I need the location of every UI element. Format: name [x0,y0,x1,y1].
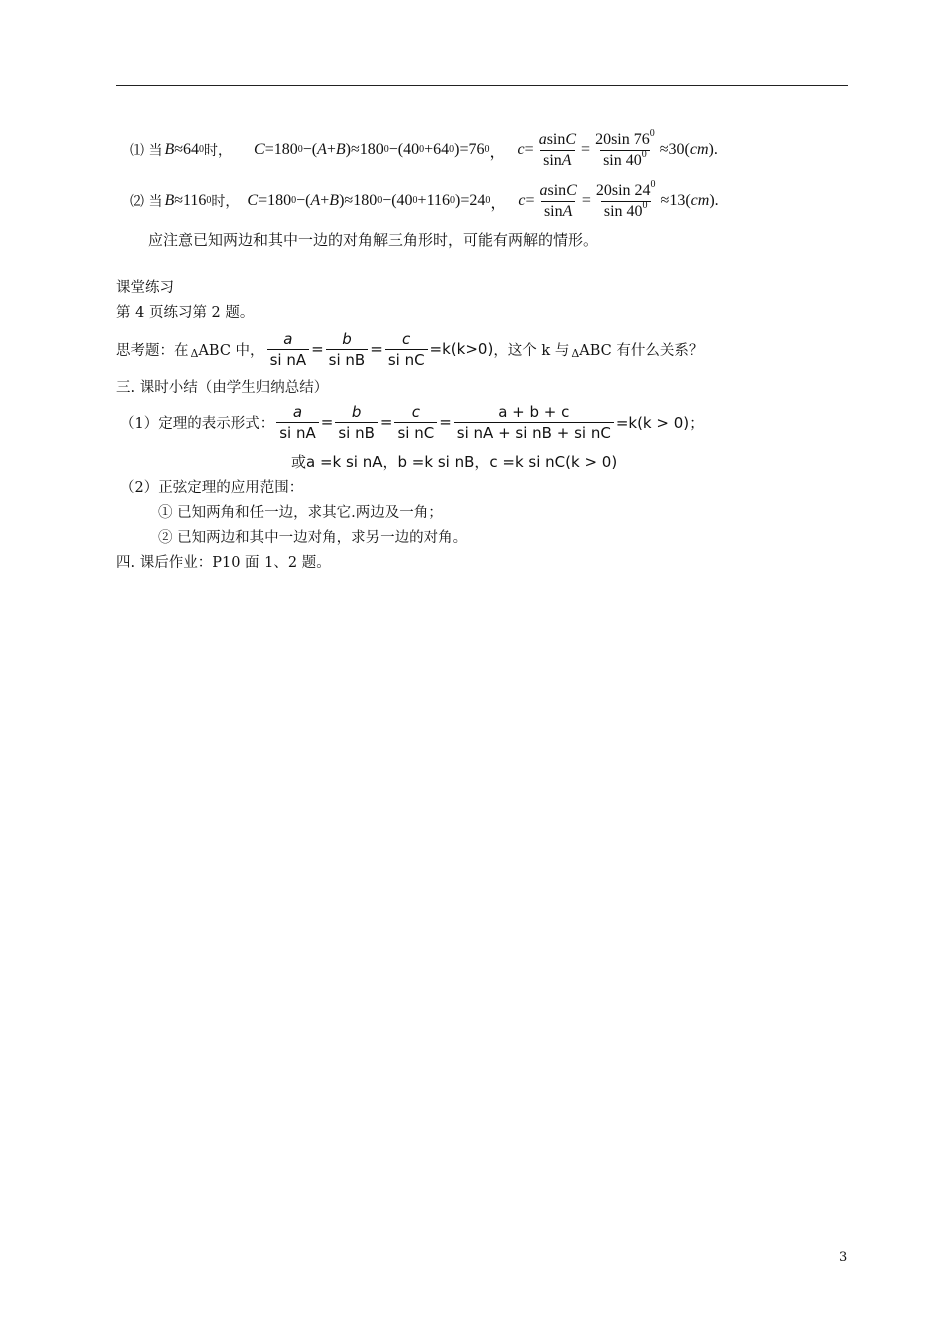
fraction-c-sinC [394,403,437,442]
degree: 0 [649,127,655,139]
var-c: c [402,329,411,348]
think-suffix: ，这个 k 与 [493,342,570,359]
shi-text: 时， [211,194,240,210]
summary-heading: 三. 课时小结（由学生归纳总结） [116,380,329,396]
theorem-form [120,400,704,444]
sin: sin [547,181,567,199]
sum-numerator: a + b + c [498,402,570,421]
page-number: 3 [839,1250,848,1265]
sinC: si nC [394,422,437,442]
unit: cm [690,192,710,209]
end: ). [709,192,719,209]
sinC: si nC [385,349,428,369]
sinB: si nB [326,349,369,369]
var-a: a [283,329,293,348]
equals: = [581,141,591,158]
denominator: sin 40 [603,202,643,220]
fraction-b-sinB [335,403,378,442]
equals: = [439,413,452,431]
sum-denominator: si nA + si nB + si nC [454,422,614,442]
sin: sin [546,130,566,148]
practice-text: 第 4 页练习第 2 题。 [116,305,255,321]
expr: )=76 [454,141,485,158]
note-text: 应注意已知两边和其中一边的对角解三角形时，可能有两解的情形。 [148,231,599,249]
expr: +64 [424,141,450,158]
sinB: si nB [335,422,378,442]
var-C: C [565,130,577,148]
var-a: a [538,130,547,148]
k-expression: =k(k>0) [429,340,494,358]
var-B: B [164,192,175,209]
var-B: B [164,141,175,158]
case-2-label: ⑵ 当 [130,194,163,210]
var-c: c [411,402,420,421]
delta-symbol: Δ [190,346,199,360]
degree: 0 [641,148,647,160]
application-item-1: ① 已知两角和任一边，求其它.两边及一角； [158,505,443,521]
expr: −(40 [388,141,420,158]
unit: cm [689,141,709,158]
think-abc: ABC 中， [198,342,265,359]
var-A: A [317,141,327,158]
var-c: c [518,192,526,209]
cond-value: ≈116 [174,192,207,209]
header-rule [116,85,848,86]
theorem-label: （1）定理的表示形式： [120,415,275,432]
comma: ， [489,143,506,161]
end: ). [708,141,718,158]
var-B: B [335,141,346,158]
k-expression: =k(k > 0)； [615,413,705,432]
sin: sin [543,151,562,169]
fraction-sum [454,403,614,442]
sinA: si nA [267,349,310,369]
expr: )=24 [454,192,486,209]
var-C: C [254,141,265,158]
fraction-a-sinA [267,330,310,369]
application-item-2: ② 已知两边和其中一边对角，求另一边的对角。 [158,530,468,546]
homework: 四. 课后作业：P10 面 1、2 题。 [116,555,331,571]
var-a: a [539,181,548,199]
var-A: A [562,202,573,220]
denominator: sin 40 [603,151,642,169]
equals: = [370,340,383,358]
think-question [116,327,703,371]
cond-value: ≈64 [174,141,200,158]
think-prefix: 思考题：在 [116,342,189,359]
var-b: b [342,329,352,348]
expr: =180 [258,192,292,209]
comma: ， [490,194,507,212]
var-A: A [561,151,572,169]
case-1-label: ⑴ 当 [130,143,163,159]
expr: )≈180 [345,141,384,158]
var-c: c [517,141,525,158]
shi-text: 时， [204,143,233,159]
fraction-a-sinA [276,403,319,442]
fraction-asinC-sinA [537,182,580,221]
think-suffix-2: ABC 有什么关系？ [579,342,704,359]
var-a: a [292,402,303,421]
expr: +116 [417,192,450,209]
equals: = [379,413,393,431]
fraction-c-sinC [385,330,428,369]
expr: −( [296,192,311,209]
expr: )≈180 [339,192,378,209]
numerator: 20sin 76 [595,130,650,148]
degree: 0 [650,178,656,190]
delta-symbol: Δ [571,346,580,360]
equals: = [524,141,534,158]
var-B: B [329,192,340,209]
theorem-alt-form: 或a =k si nA，b =k si nB，c =k si nC(k > 0) [291,453,618,471]
fraction-b-sinB [326,330,369,369]
case-1-equation: ⑴ 当 B ≈64 0 时， C =180 0 −( A + B )≈180 0 −(40 0 +64 0 )=76 0 ， c = $\frac{asinC}{\sin A}$ = $\frac{20\sin 76^0}{\sin 40^0}$ ≈30( cm ). [130,127,718,169]
var-C: C [247,192,259,209]
fraction-numeric [593,178,659,221]
plus: + [320,192,330,209]
sinA: si nA [276,422,319,442]
fraction-asinC-sinA [536,131,579,170]
plus: + [326,141,336,158]
result: ≈13( [660,192,691,209]
sin: sin [543,202,563,220]
case-2-equation: ⑵ 当 B ≈116 0 时， C =180 0 −( A + B )≈180 0 −(40 0 +116 0 )=24 0 ， c = $\frac{asinC}{\sin A}$ = $\frac{20\sin 24^0}{\sin 40^0}$ ≈13( cm ). [130,178,719,220]
var-b: b [351,402,362,421]
equals: = [311,340,324,358]
equals: = [581,192,591,209]
expr: −( [302,141,318,158]
result: ≈30( [659,141,690,158]
var-A: A [310,192,321,209]
numerator: 20sin 24 [595,181,651,199]
application-heading: （2）正弦定理的应用范围： [120,480,304,496]
expr: =180 [264,141,298,158]
fraction-numeric [592,127,658,170]
expr: −(40 [382,192,413,209]
equals: = [525,192,535,209]
practice-heading: 课堂练习 [116,280,174,296]
degree: 0 [642,199,648,211]
var-C: C [566,181,577,199]
equals: = [320,413,334,431]
